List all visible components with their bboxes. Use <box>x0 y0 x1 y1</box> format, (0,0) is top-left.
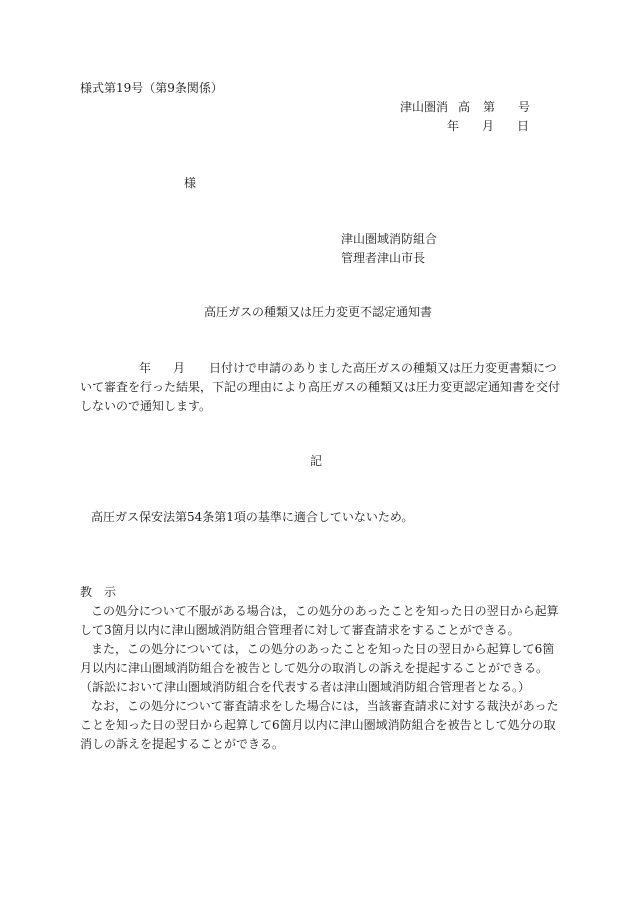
addressee-suffix: 様 <box>184 176 197 190</box>
instruction-p1-line2: して3箇月以内に津山圏域消防組合管理者に対して審査請求をすることができる。 <box>80 623 520 637</box>
reference-go: 号 <box>518 100 531 114</box>
body-line-2: いて審査を行った結果，下記の理由により高圧ガスの種類又は圧力変更認定通知書を交付 <box>80 380 561 394</box>
body-month-label: 月 <box>173 361 186 375</box>
body-year-label: 年 <box>139 361 152 375</box>
reason-text: 高圧ガス保安法第54条第1項の基準に適合していないため。 <box>91 510 414 524</box>
instruction-p2-line1: また，この処分については，この処分のあったことを知った日の翌日から起算して6箇 <box>91 642 555 656</box>
document-title: 高圧ガスの種類又は圧力変更不認定通知書 <box>204 305 433 319</box>
body-line-3: しないので通知します。 <box>80 399 212 413</box>
form-number: 様式第19号（第9条関係） <box>80 81 223 95</box>
date-month: 月 <box>482 119 495 133</box>
instruction-heading: 教 示 <box>80 585 117 599</box>
instruction-p2-line2: 月以内に津山圏域消防組合を被告として処分の取消しの訴えを提起することができる。 <box>80 661 549 675</box>
instruction-p1-line1: この処分について不服がある場合は，この処分のあったことを知った日の翌日から起算 <box>91 604 559 618</box>
reference-ko: 高 <box>458 100 471 114</box>
sender-manager: 管理者津山市長 <box>341 251 426 265</box>
instruction-p3-line3: 消しの訴えを提起することができる。 <box>80 737 285 751</box>
date-year: 年 <box>447 119 460 133</box>
ki-heading: 記 <box>310 454 323 468</box>
date-day: 日 <box>517 119 530 133</box>
instruction-p3-line1: なお，この処分について審査請求をした場合には，当該審査請求に対する裁決があった <box>91 699 559 713</box>
sender-organization: 津山圏域消防組合 <box>341 232 438 246</box>
instruction-p3-line2: ことを知った日の翌日から起算して6箇月以内に津山圏域消防組合を被告として処分の取 <box>80 718 556 732</box>
reference-dai: 第 <box>483 100 496 114</box>
instruction-p2-line3: （訴訟において津山圏域消防組合を代表する者は津山圏域消防組合管理者となる。） <box>80 680 531 694</box>
reference-issuer: 津山圏消 <box>400 100 449 114</box>
body-line-1: 日付けで申請のありました高圧ガスの種類又は圧力変更書類につ <box>209 361 557 375</box>
